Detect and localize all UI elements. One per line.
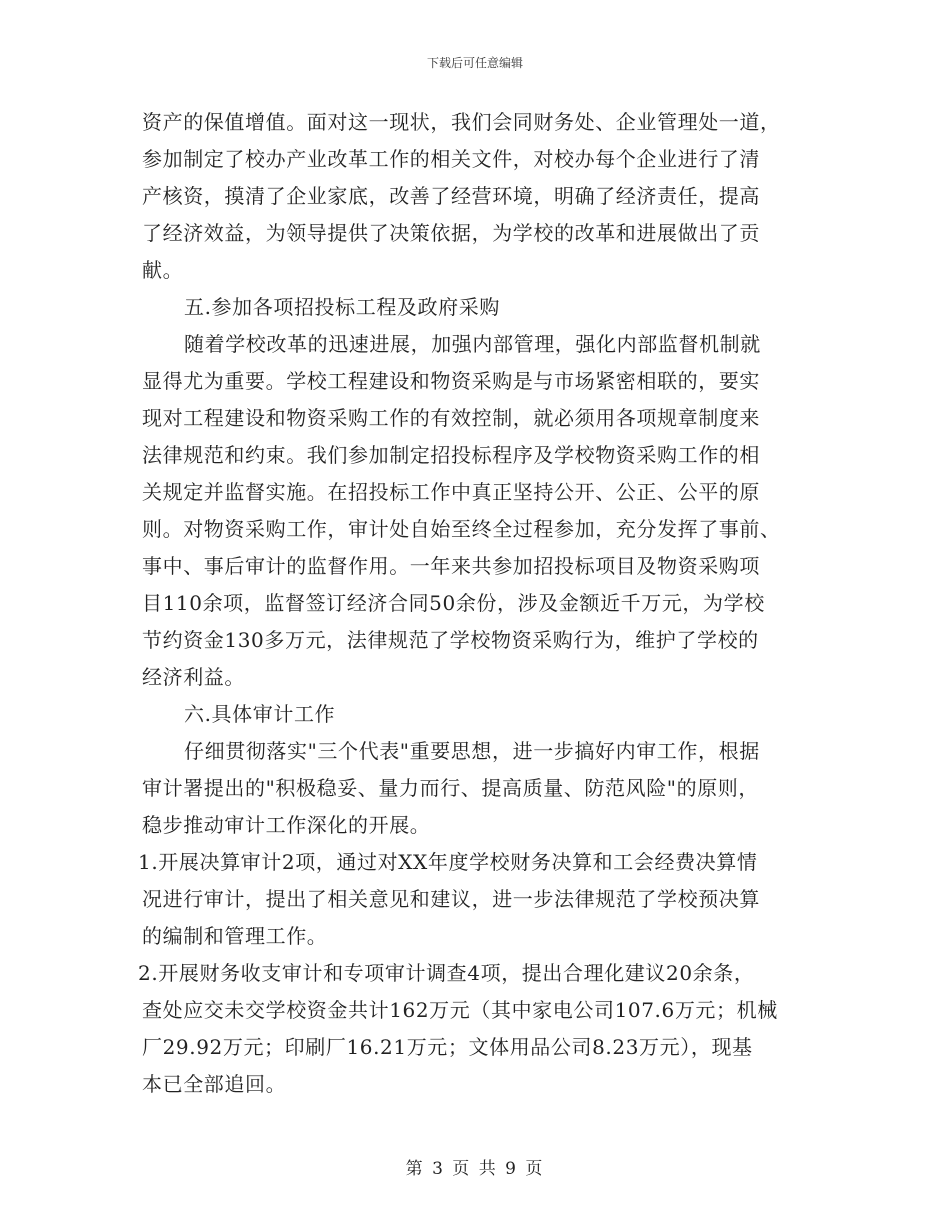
page-header: 下载后可任意编辑 — [426, 56, 523, 70]
section-heading: 六.具体审计工作 — [184, 702, 336, 726]
text-line: 显得尤为重要。学校工程建设和物资采购是与市场紧密相联的，要实 — [142, 369, 760, 393]
text-line: 事中、事后审计的监督作用。一年来共参加招投标项目及物资采购项 — [142, 554, 760, 578]
text-line: 查处应交未交学校资金共计162万元（其中家电公司107.6万元；机械 — [142, 998, 778, 1022]
list-item: 1.开展决算审计2项，通过对XX年度学校财务决算和工会经费决算情 — [138, 850, 758, 874]
text-line: 法律规范和约束。我们参加制定招投标程序及学校物资采购工作的相 — [142, 443, 760, 467]
text-line: 献。 — [142, 258, 184, 282]
text-line: 仔细贯彻落实"三个代表"重要思想，进一步搞好内审工作，根据 — [184, 739, 760, 763]
text-line: 关规定并监督实施。在招投标工作中真正坚持公开、公正、公平的原 — [142, 480, 760, 504]
text-line: 参加制定了校办产业改革工作的相关文件，对校办每个企业进行了清 — [142, 147, 760, 171]
text-line: 则。对物资采购工作，审计处自始至终全过程参加，充分发挥了事前、 — [142, 517, 781, 541]
section-heading: 五.参加各项招投标工程及政府采购 — [184, 295, 500, 319]
page-footer: 第 3 页 共 9 页 — [405, 1159, 545, 1179]
text-line: 节约资金130多万元，法律规范了学校物资采购行为，维护了学校的 — [142, 628, 759, 652]
text-line: 稳步推动审计工作深化的开展。 — [142, 813, 431, 837]
text-line: 本已全部追回。 — [142, 1072, 287, 1096]
document-body — [138, 104, 814, 1103]
text-line: 目110余项，监督签订经济合同50余份，涉及金额近千万元，为学校 — [142, 591, 765, 615]
text-line: 厂29.92万元；印刷厂16.21万元；文体用品公司8.23万元），现基 — [142, 1035, 753, 1059]
text-line: 现对工程建设和物资采购工作的有效控制，就必须用各项规章制度来 — [142, 406, 760, 430]
list-item: 2.开展财务收支审计和专项审计调查4项，提出合理化建议20余条， — [138, 961, 755, 985]
text-line: 随着学校改革的迅速进展，加强内部管理，强化内部监督机制就 — [184, 332, 761, 356]
text-line: 经济利益。 — [142, 665, 245, 689]
text-line: 了经济效益，为领导提供了决策依据，为学校的改革和进展做出了贡 — [142, 221, 760, 245]
text-line: 资产的保值增值。面对这一现状，我们会同财务处、企业管理处一道， — [142, 110, 781, 134]
text-line: 况进行审计，提出了相关意见和建议，进一步法律规范了学校预决算 — [142, 887, 760, 911]
text-line: 产核资，摸清了企业家底，改善了经营环境，明确了经济责任，提高 — [142, 184, 760, 208]
text-line: 审计署提出的"积极稳妥、量力而行、提高质量、防范风险"的原则， — [142, 776, 759, 800]
text-line: 的编制和管理工作。 — [142, 924, 328, 948]
